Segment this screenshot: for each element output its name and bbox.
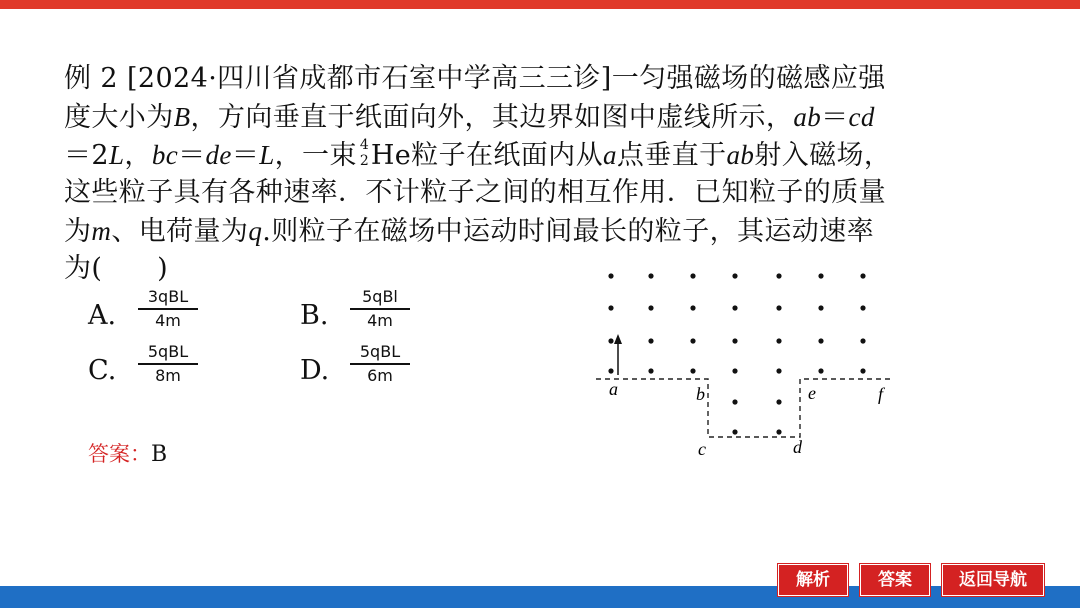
field-dot bbox=[776, 429, 781, 434]
question-text-segment: 为 bbox=[64, 216, 92, 247]
question-line-3 bbox=[64, 136, 1024, 174]
question-text-segment: He粒子在纸面内从 bbox=[370, 140, 603, 171]
fraction-numerator: 5qBl bbox=[362, 287, 398, 306]
point-label-d: d bbox=[793, 437, 802, 457]
point-label-b: b bbox=[696, 384, 705, 404]
field-dot bbox=[648, 368, 653, 373]
field-dot bbox=[690, 338, 695, 343]
boundary-dashed-line bbox=[596, 379, 890, 437]
fraction-denominator: 4m bbox=[155, 311, 181, 330]
symbol-de: de bbox=[205, 140, 232, 170]
helium-isotope-notation bbox=[357, 138, 371, 168]
field-dot bbox=[776, 368, 781, 373]
symbol-a: a bbox=[602, 140, 617, 170]
question-text-segment: 为( ) bbox=[64, 253, 169, 284]
fraction-denominator: 6m bbox=[367, 366, 393, 385]
field-dot bbox=[776, 399, 781, 404]
answer-value: B bbox=[151, 442, 168, 467]
fraction-denominator: 8m bbox=[155, 366, 181, 385]
magnetic-field-diagram bbox=[590, 262, 910, 472]
question-text-segment: 这些粒子具有各种速率．不计粒子之间的相互作用．已知粒子的质量 bbox=[64, 177, 886, 208]
question-text-segment: ＝ bbox=[821, 102, 849, 133]
analysis-button[interactable]: 解析 bbox=[778, 564, 848, 596]
question-line-1 bbox=[64, 60, 1024, 98]
field-dot bbox=[690, 368, 695, 373]
field-dots bbox=[608, 273, 865, 434]
field-dot bbox=[860, 368, 865, 373]
top-accent-bar bbox=[0, 0, 1080, 9]
option-label: A. bbox=[88, 300, 117, 331]
answer-button[interactable]: 答案 bbox=[860, 564, 930, 596]
question-line-2 bbox=[64, 98, 1024, 136]
symbol-B: B bbox=[173, 102, 191, 132]
field-dot bbox=[860, 273, 865, 278]
field-dot bbox=[608, 368, 613, 373]
field-dot bbox=[690, 305, 695, 310]
field-dot bbox=[608, 338, 613, 343]
field-dot bbox=[732, 273, 737, 278]
atomic-number: 2 bbox=[359, 153, 370, 169]
question-text-segment: 射入磁场， bbox=[754, 140, 892, 171]
option-fraction bbox=[350, 286, 410, 332]
field-dot bbox=[776, 338, 781, 343]
option-fraction bbox=[350, 341, 410, 387]
field-dot bbox=[860, 305, 865, 310]
question-text-segment: .则粒子在磁场中运动时间最长的粒子，其运动速率 bbox=[262, 216, 875, 247]
field-dot bbox=[690, 273, 695, 278]
symbol-bc: bc bbox=[151, 140, 179, 170]
field-dot bbox=[732, 338, 737, 343]
fraction-numerator: 5qBL bbox=[359, 342, 401, 361]
question-text-segment: ，一束 bbox=[274, 140, 357, 171]
option-fraction bbox=[138, 286, 198, 332]
point-label-a: a bbox=[609, 379, 618, 399]
symbol-m: m bbox=[91, 216, 112, 246]
question-text-segment: ＝ bbox=[178, 140, 206, 171]
field-dot bbox=[732, 368, 737, 373]
symbol-ab: ab bbox=[726, 140, 755, 170]
field-dot bbox=[732, 305, 737, 310]
field-dot bbox=[732, 399, 737, 404]
field-dot bbox=[648, 305, 653, 310]
field-dot bbox=[776, 305, 781, 310]
field-dot bbox=[776, 273, 781, 278]
field-dot bbox=[818, 305, 823, 310]
symbol-cd: cd bbox=[848, 102, 875, 132]
field-dot bbox=[732, 429, 737, 434]
question-text-segment: 点垂直于 bbox=[616, 140, 727, 171]
fraction-numerator: 5qBL bbox=[147, 342, 189, 361]
question-text-segment: 、电荷量为 bbox=[111, 216, 249, 247]
option-fraction bbox=[138, 341, 198, 387]
fraction-denominator: 4m bbox=[367, 311, 393, 330]
symbol-L: L bbox=[108, 140, 125, 170]
field-dot bbox=[608, 305, 613, 310]
field-dot bbox=[648, 273, 653, 278]
field-dot bbox=[818, 368, 823, 373]
symbol-q: q bbox=[248, 216, 263, 246]
answer-label: 答案： bbox=[88, 442, 151, 466]
fraction-numerator: 3qBL bbox=[147, 287, 189, 306]
question-line-5 bbox=[64, 212, 1024, 250]
point-label-c: c bbox=[698, 439, 706, 459]
option-label: D. bbox=[300, 355, 330, 386]
field-dot bbox=[608, 273, 613, 278]
mass-number: 4 bbox=[359, 137, 370, 153]
question-line-4 bbox=[64, 174, 1024, 212]
field-dot bbox=[818, 273, 823, 278]
field-dot bbox=[648, 338, 653, 343]
question-text-segment: 例 2 [2024·四川省成都市石室中学高三三诊]一匀强磁场的磁感应强 bbox=[64, 63, 886, 94]
question-text-segment: ＝ bbox=[231, 140, 260, 171]
question-text-segment: ， bbox=[124, 140, 152, 171]
question-text bbox=[64, 60, 1024, 288]
answer-line bbox=[88, 438, 167, 468]
symbol-L: L bbox=[259, 140, 275, 170]
symbol-ab: ab bbox=[793, 102, 822, 132]
arrow-head bbox=[614, 334, 622, 344]
question-text-segment: ，方向垂直于纸面向外，其边界如图中虚线所示， bbox=[190, 102, 794, 133]
question-text-segment: ＝2 bbox=[64, 140, 109, 171]
option-label: B. bbox=[300, 300, 329, 331]
field-dot bbox=[860, 338, 865, 343]
field-dot bbox=[818, 338, 823, 343]
back-to-navigation-button[interactable]: 返回导航 bbox=[942, 564, 1044, 596]
option-label: C. bbox=[88, 355, 117, 386]
point-label-f: f bbox=[878, 384, 884, 404]
point-label-e: e bbox=[808, 383, 816, 403]
question-text-segment: 度大小为 bbox=[64, 102, 174, 133]
